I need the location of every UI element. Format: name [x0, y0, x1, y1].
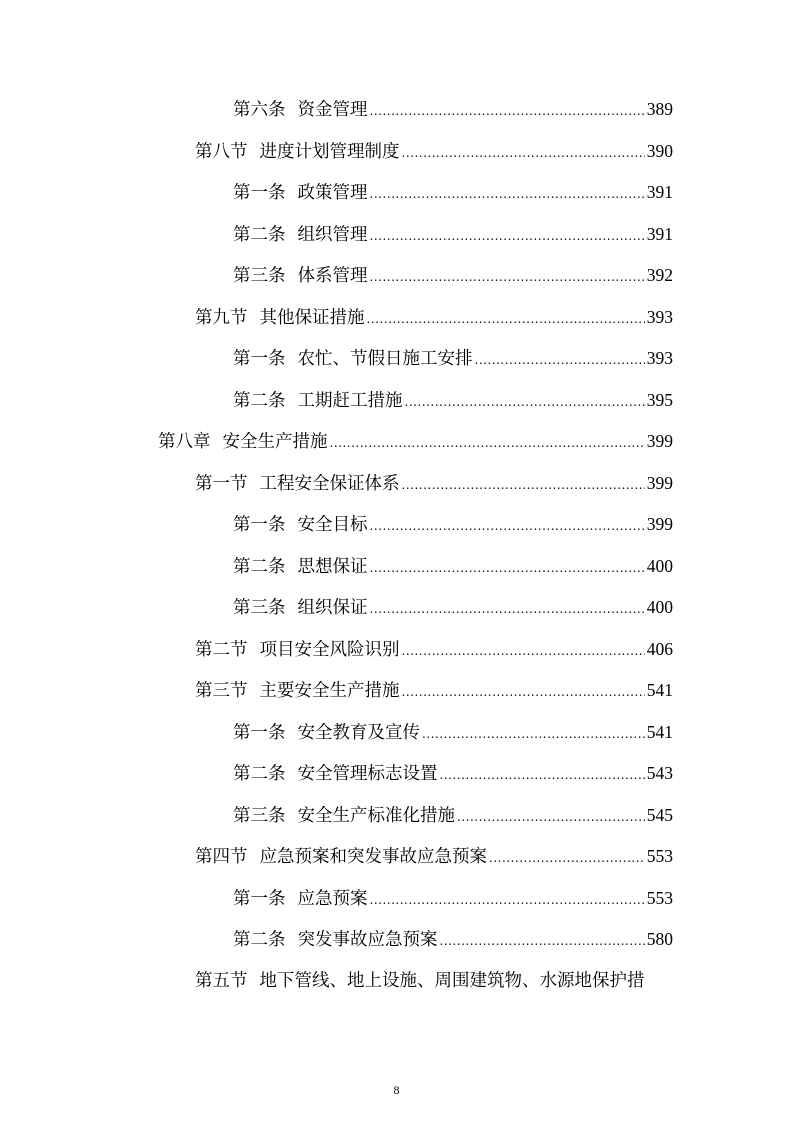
dot-leader — [405, 388, 645, 416]
toc-entry-title: 工程安全保证体系 — [259, 474, 400, 494]
toc-entry[interactable] — [195, 635, 673, 663]
toc-entry[interactable] — [233, 95, 673, 123]
toc-entry[interactable] — [233, 884, 673, 912]
toc-entry-page: 393 — [646, 307, 673, 327]
toc-entry-label: 第一条 — [233, 889, 286, 909]
toc-entry-title: 其他保证措施 — [259, 308, 365, 328]
toc-entry-label: 第一条 — [233, 183, 286, 203]
toc-entry-page: 395 — [646, 390, 673, 410]
dot-leader — [440, 761, 645, 789]
dot-leader — [489, 844, 645, 872]
toc-entry-title: 安全目标 — [297, 515, 368, 535]
dot-leader — [402, 637, 645, 665]
toc-entry-page: 543 — [646, 763, 673, 783]
toc-entry-page: 399 — [646, 514, 673, 534]
toc-entry-title: 安全生产措施 — [222, 432, 328, 452]
page-number: 8 — [393, 1083, 400, 1097]
toc-entry-label: 第一条 — [233, 515, 286, 535]
toc-entry-label: 第三节 — [195, 681, 248, 701]
dot-leader — [370, 222, 645, 250]
toc-entry[interactable] — [233, 220, 673, 248]
toc-entry-title: 项目安全风险识别 — [259, 640, 400, 660]
dot-leader — [402, 139, 645, 167]
dot-leader — [402, 471, 645, 499]
toc-entry-page: 389 — [646, 99, 673, 119]
dot-leader — [370, 554, 645, 582]
toc-entry-page: 541 — [646, 680, 673, 700]
toc-entry[interactable] — [233, 718, 673, 746]
toc-entry-title: 工期赶工措施 — [297, 391, 403, 411]
toc-entry-label: 第八章 — [158, 432, 211, 452]
toc-entry-page: 406 — [646, 639, 673, 659]
toc-entry-label: 第三条 — [233, 598, 286, 618]
toc-entry-page: 391 — [646, 182, 673, 202]
toc-entry-title: 主要安全生产措施 — [259, 681, 400, 701]
toc-entry-title: 突发事故应急预案 — [297, 930, 438, 950]
toc-entry-title: 应急预案 — [297, 889, 368, 909]
toc-entry[interactable] — [233, 552, 673, 580]
toc-entry-page: 391 — [646, 224, 673, 244]
toc-entry-page: 392 — [646, 265, 673, 285]
toc-entry-page: 390 — [646, 141, 673, 161]
toc-entry-title: 安全管理标志设置 — [297, 764, 438, 784]
toc-entry[interactable] — [233, 801, 673, 829]
toc-entry-label: 第五节 — [195, 971, 248, 991]
toc-entry-title: 进度计划管理制度 — [259, 142, 400, 162]
toc-entry[interactable] — [195, 303, 673, 331]
toc-entry[interactable] — [158, 427, 673, 455]
dot-leader — [402, 678, 645, 706]
toc-entry-label: 第三条 — [233, 266, 286, 286]
toc-entry-label: 第六条 — [233, 100, 286, 120]
toc-entry-title: 政策管理 — [297, 183, 368, 203]
dot-leader — [367, 305, 645, 333]
toc-entry[interactable] — [233, 593, 673, 621]
dot-leader — [440, 927, 645, 955]
toc-entry[interactable] — [233, 344, 673, 372]
toc-entry-page: 580 — [646, 929, 673, 949]
toc-entry-page: 399 — [646, 431, 673, 451]
dot-leader — [422, 720, 645, 748]
toc-entry-label: 第一节 — [195, 474, 248, 494]
toc-entry-title: 资金管理 — [297, 100, 368, 120]
toc-entry-page: 393 — [646, 348, 673, 368]
dot-leader — [370, 97, 645, 125]
toc-entry-label: 第一条 — [233, 349, 286, 369]
toc-entry[interactable] — [195, 967, 673, 995]
toc-entry-page: 553 — [646, 888, 673, 908]
dot-leader — [370, 595, 645, 623]
toc-entry[interactable] — [233, 759, 673, 787]
dot-leader — [370, 263, 645, 291]
toc-entry-title: 地下管线、地上设施、周围建筑物、水源地保护措 — [259, 971, 645, 991]
dot-leader — [475, 346, 645, 374]
toc-entry-page: 541 — [646, 722, 673, 742]
toc-entry-label: 第四节 — [195, 847, 248, 867]
toc-entry-title: 思想保证 — [297, 557, 368, 577]
toc-entry-label: 第二节 — [195, 640, 248, 660]
toc-entry[interactable] — [195, 469, 673, 497]
dot-leader — [370, 180, 645, 208]
toc-entry[interactable] — [195, 137, 673, 165]
dot-leader — [330, 429, 645, 457]
toc-entry-label: 第八节 — [195, 142, 248, 162]
toc-entry-label: 第二条 — [233, 225, 286, 245]
toc-entry-page: 400 — [646, 597, 673, 617]
toc-entry-page: 553 — [646, 846, 673, 866]
toc-entry[interactable] — [233, 261, 673, 289]
toc-entry-title: 体系管理 — [297, 266, 368, 286]
toc-entry-title: 安全生产标准化措施 — [297, 806, 455, 826]
toc-entry-title: 应急预案和突发事故应急预案 — [259, 847, 487, 867]
dot-leader — [457, 803, 645, 831]
toc-entry[interactable] — [233, 925, 673, 953]
toc-entry-label: 第二条 — [233, 764, 286, 784]
toc-entry[interactable] — [233, 178, 673, 206]
toc-entry-page: 545 — [646, 805, 673, 825]
toc-entry[interactable] — [195, 842, 673, 870]
toc-entry-title: 安全教育及宣传 — [297, 723, 420, 743]
toc-entry-label: 第九节 — [195, 308, 248, 328]
toc-entry[interactable] — [233, 386, 673, 414]
toc-entry-label: 第一条 — [233, 723, 286, 743]
toc-entry-title: 组织管理 — [297, 225, 368, 245]
toc-entry-title: 农忙、节假日施工安排 — [297, 349, 473, 369]
toc-entry-page: 399 — [646, 473, 673, 493]
toc-entry-label: 第二条 — [233, 557, 286, 577]
toc-entry-page: 400 — [646, 556, 673, 576]
toc-entry-title: 组织保证 — [297, 598, 368, 618]
dot-leader — [370, 512, 645, 540]
toc-entry-label: 第二条 — [233, 930, 286, 950]
toc-entry[interactable] — [233, 510, 673, 538]
dot-leader — [370, 886, 645, 914]
toc-entry-label: 第二条 — [233, 391, 286, 411]
toc-entry[interactable] — [195, 676, 673, 704]
toc-entry-label: 第三条 — [233, 806, 286, 826]
